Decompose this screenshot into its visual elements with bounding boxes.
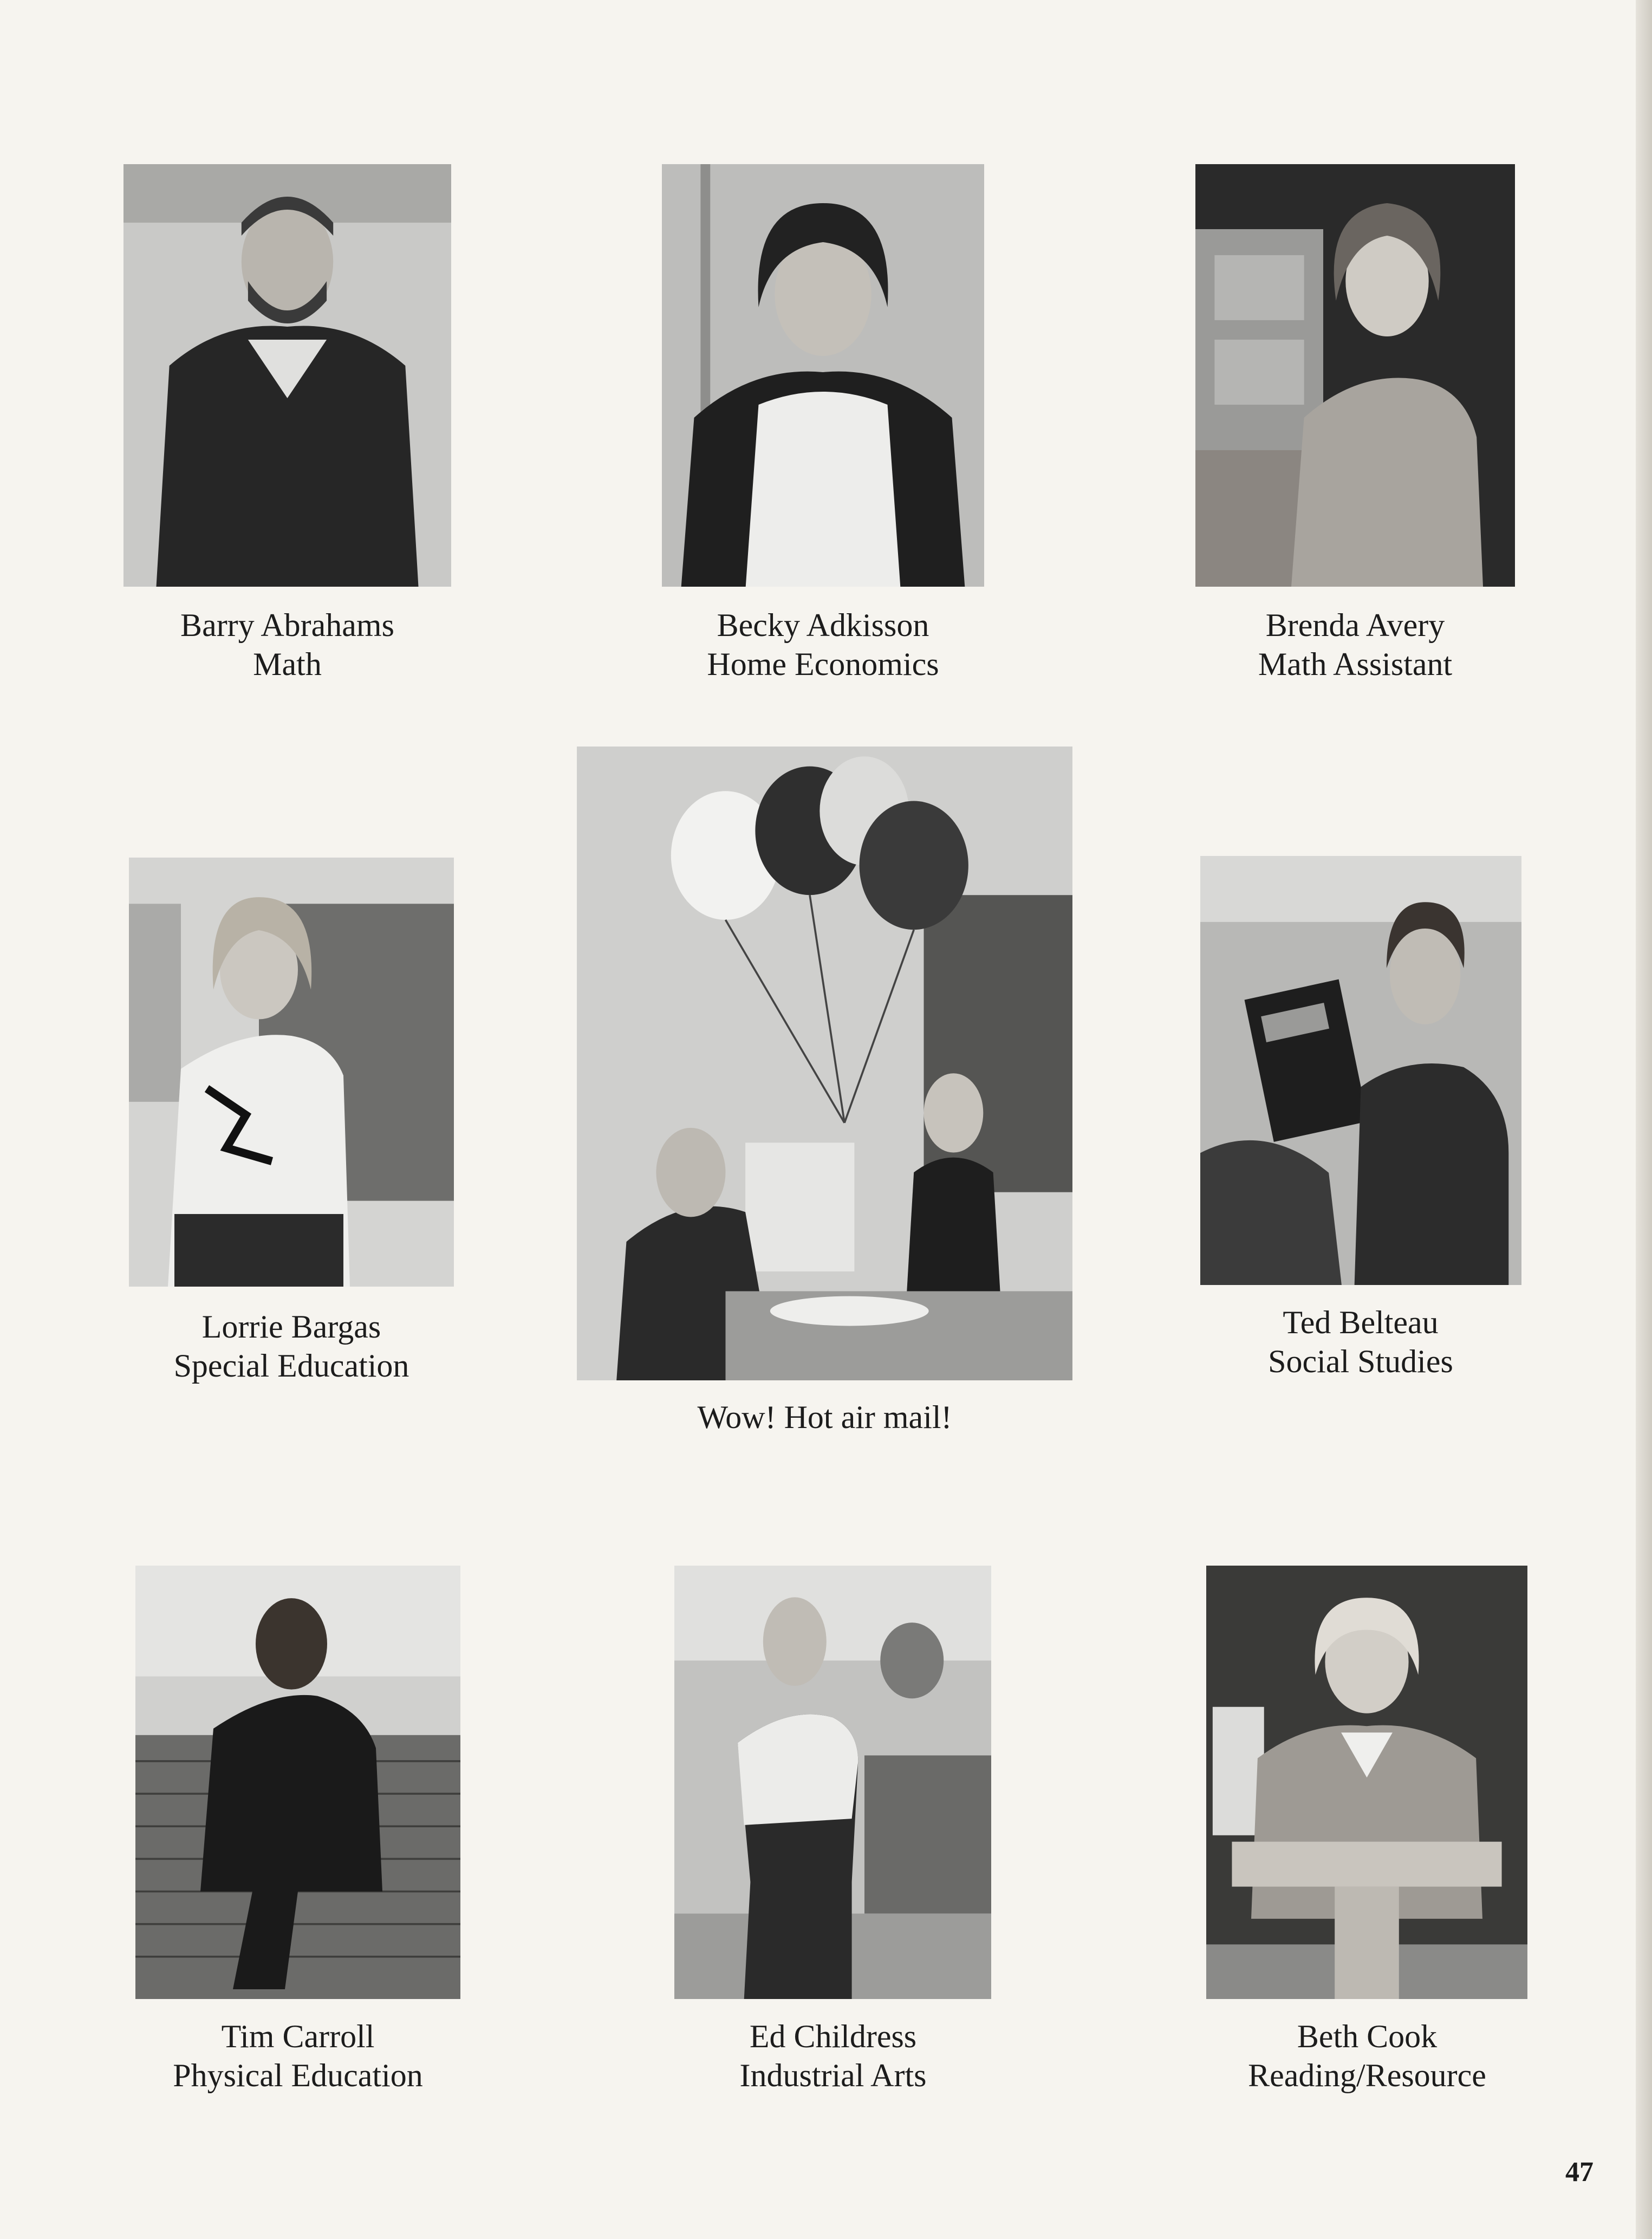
caption-childress [643, 2017, 1023, 2095]
teacher-subject: Math [253, 646, 322, 682]
teacher-name: Brenda Avery [1265, 607, 1445, 643]
portrait-photo-cook [1206, 1566, 1527, 1999]
teacher-subject: Special Education [173, 1348, 409, 1384]
teacher-subject: Home Economics [707, 646, 939, 682]
caption-abrahams [96, 606, 478, 684]
teacher-name: Lorrie Bargas [201, 1309, 381, 1345]
portrait-photo-carroll [135, 1566, 460, 1999]
teacher-name: Beth Cook [1297, 2019, 1438, 2054]
teacher-subject: Math Assistant [1258, 646, 1453, 682]
feature-photo-hot-air-mail [577, 747, 1072, 1380]
caption-bargas [102, 1307, 481, 1385]
teacher-name: Ted Belteau [1283, 1305, 1439, 1340]
portrait-photo-belteau [1200, 856, 1521, 1285]
caption-cook [1178, 2017, 1557, 2095]
caption-hot-air-mail [585, 1398, 1064, 1437]
portrait-photo-bargas [129, 858, 454, 1287]
page-number: 47 [1565, 2157, 1594, 2188]
teacher-name: Ed Childress [749, 2019, 917, 2054]
portrait-photo-avery [1195, 164, 1515, 587]
teacher-name: Becky Adkisson [717, 607, 929, 643]
caption-carroll [108, 2017, 487, 2095]
portrait-photo-adkisson [662, 164, 984, 587]
teacher-subject: Reading/Resource [1248, 2058, 1486, 2093]
feature-caption: Wow! Hot air mail! [697, 1399, 952, 1435]
page-edge [1636, 0, 1652, 2239]
caption-belteau [1171, 1303, 1550, 1381]
teacher-name: Tim Carroll [221, 2019, 375, 2054]
teacher-subject: Social Studies [1268, 1344, 1453, 1379]
teacher-subject: Physical Education [173, 2058, 423, 2093]
caption-adkisson [635, 606, 1011, 684]
portrait-photo-childress [674, 1566, 991, 1999]
teacher-name: Barry Abrahams [180, 607, 394, 643]
portrait-photo-abrahams [123, 164, 451, 587]
caption-avery [1166, 606, 1545, 684]
teacher-subject: Industrial Arts [739, 2058, 927, 2093]
